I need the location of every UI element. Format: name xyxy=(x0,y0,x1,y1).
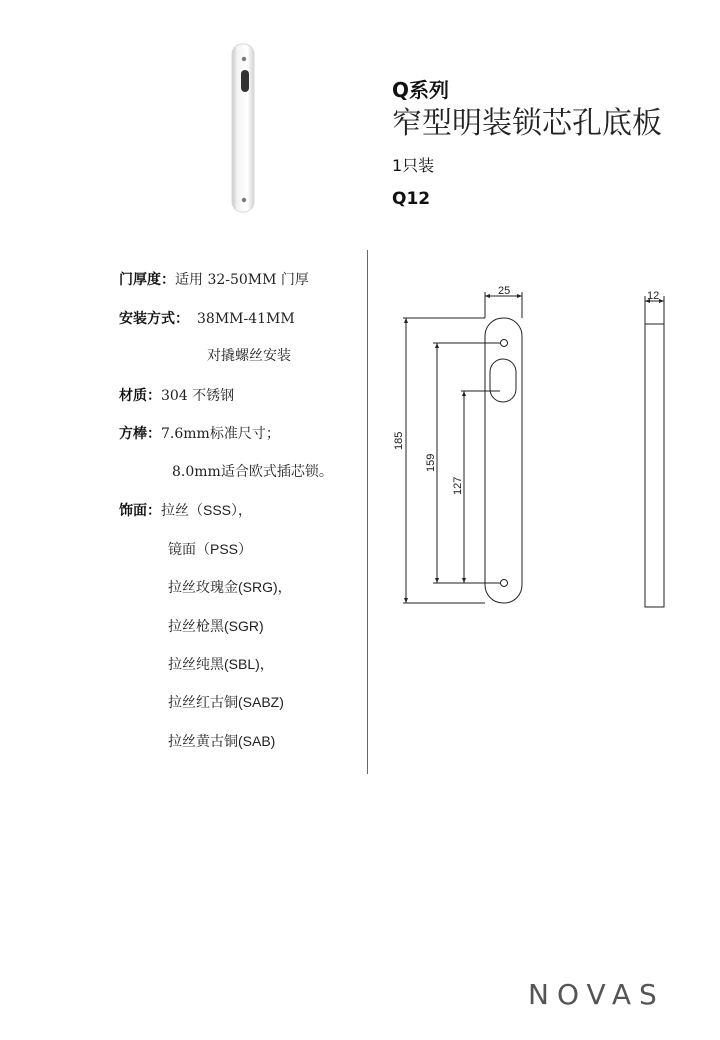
technical-drawing xyxy=(390,280,680,624)
spec-finish xyxy=(119,500,252,521)
finish-option xyxy=(168,654,274,675)
spec-door-thickness xyxy=(119,270,309,290)
brand-logo: NOVAS xyxy=(528,978,665,1011)
dim-thickness: 12 xyxy=(647,290,660,302)
spec-value: 对撬螺丝安装 xyxy=(207,348,291,364)
cylinder-slot xyxy=(490,359,516,402)
finish-option xyxy=(168,692,284,713)
package-quantity: 1只装 xyxy=(392,156,435,175)
finish-option xyxy=(168,616,264,637)
spec-spindle-note xyxy=(172,462,333,482)
bottom-screw-hole xyxy=(501,580,508,587)
spec-material xyxy=(119,386,234,406)
spec-value: 拉丝红古铜(SABZ) xyxy=(168,694,284,710)
dim-width: 25 xyxy=(498,285,511,297)
spec-value: 8.0mm适合欧式插芯锁。 xyxy=(172,464,333,480)
spec-value: 镜面（PSS） xyxy=(168,541,253,557)
series-label: Q系列 xyxy=(392,78,450,102)
spec-value: 拉丝玫瑰金(SRG)， xyxy=(168,579,292,595)
spec-install-method xyxy=(119,309,295,329)
finish-option xyxy=(168,539,252,560)
plate-side-outline xyxy=(645,324,664,607)
finish-option xyxy=(168,731,275,752)
spec-label: 饰面： xyxy=(119,503,161,519)
spec-value: 拉丝（SSS）， xyxy=(161,502,253,518)
spec-label: 门厚度： xyxy=(119,272,175,288)
spec-value: 适用 32-50MM 门厚 xyxy=(175,272,309,288)
product-photo xyxy=(228,40,258,216)
dim-hole-to-hole: 159 xyxy=(425,453,437,472)
spec-label: 安装方式： xyxy=(119,311,189,327)
spec-value: 拉丝黄古铜(SAB) xyxy=(168,733,276,749)
spec-install-method-note xyxy=(207,346,291,366)
spec-spindle xyxy=(119,424,280,444)
vertical-divider xyxy=(367,250,368,774)
spec-value: 拉丝枪黑(SGR) xyxy=(168,618,264,634)
product-title: 窄型明装锁芯孔底板 xyxy=(392,106,662,141)
spec-value: 38MM-41MM xyxy=(197,311,295,327)
dim-slot-to-hole: 127 xyxy=(452,476,464,495)
plate-front-outline xyxy=(485,318,522,603)
product-header xyxy=(392,76,662,210)
dim-height: 185 xyxy=(393,431,405,450)
spec-label: 方棒： xyxy=(119,426,161,442)
spec-value: 7.6mm标准尺寸； xyxy=(161,426,280,442)
model-number: Q12 xyxy=(392,189,431,209)
spec-label: 材质： xyxy=(119,388,161,404)
spec-value: 304 不锈钢 xyxy=(161,388,235,404)
top-screw-hole xyxy=(501,340,508,347)
finish-option xyxy=(168,577,292,598)
spec-value: 拉丝纯黑(SBL)， xyxy=(168,656,274,672)
